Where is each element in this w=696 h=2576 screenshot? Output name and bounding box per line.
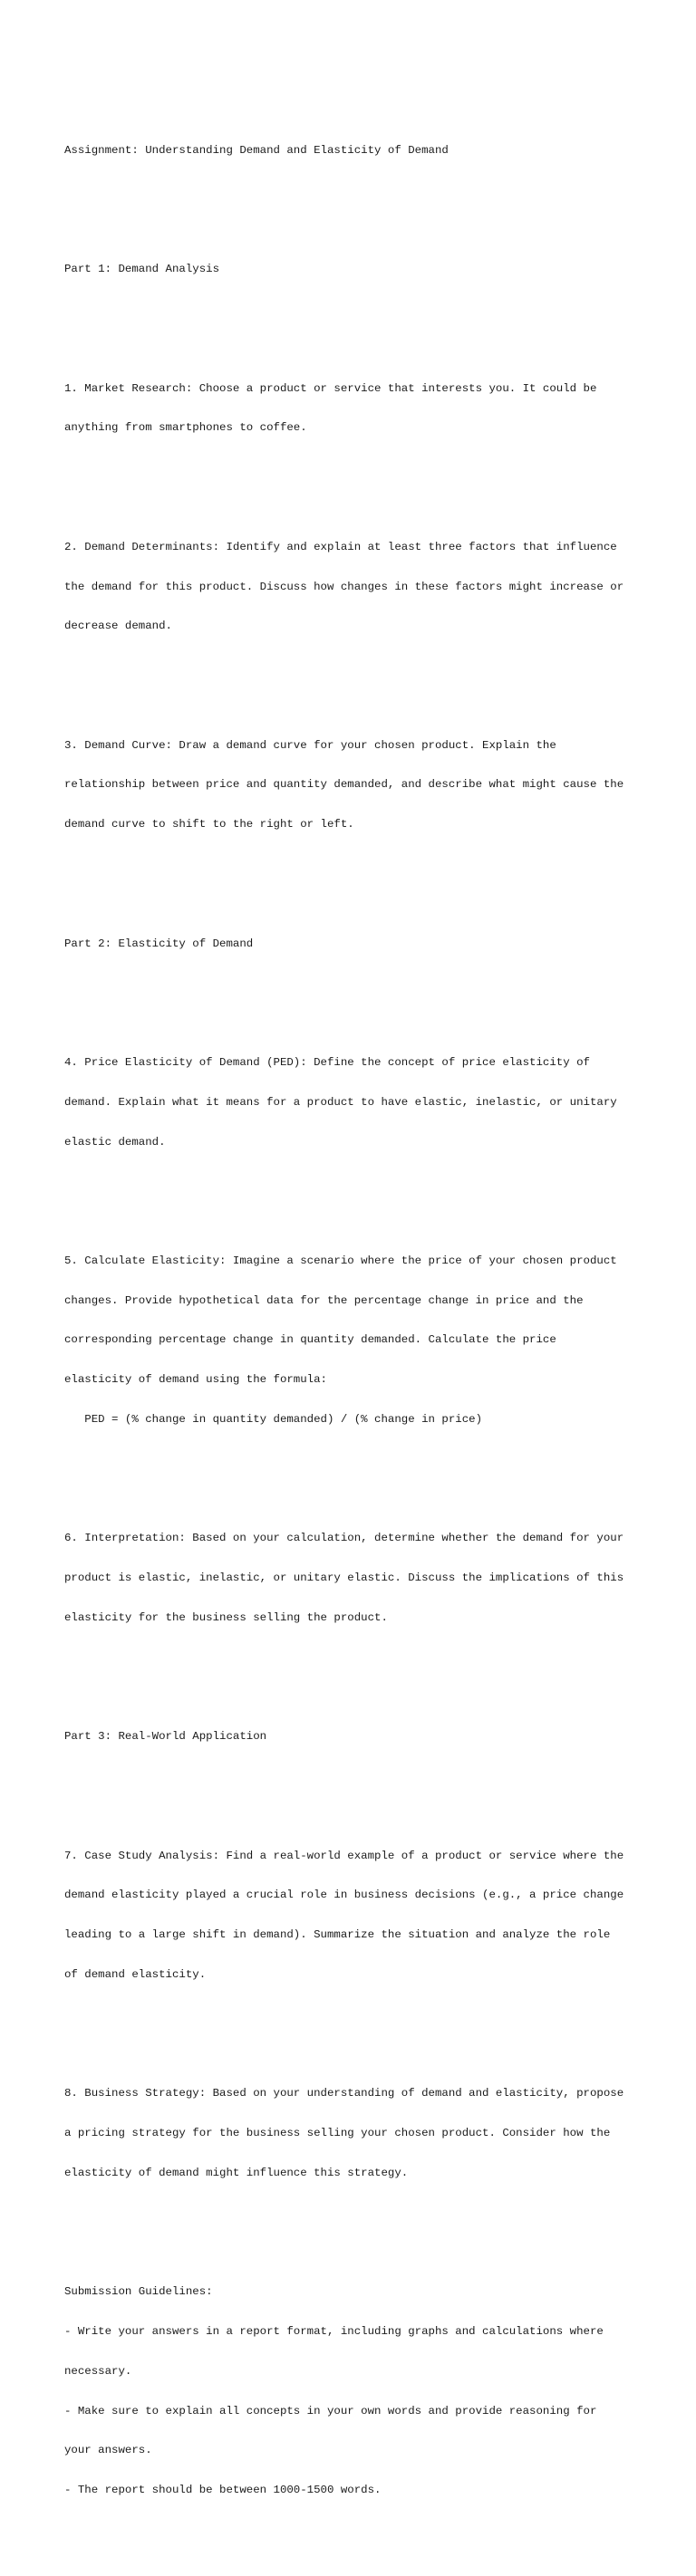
text-line: 7. Case Study Analysis: Find a real-world example of a product or service where the	[64, 1849, 624, 1862]
text-line: corresponding percentage change in quantity demanded. Calculate the price	[64, 1333, 556, 1347]
text-line: elastic demand.	[64, 1135, 166, 1149]
part3-heading	[64, 1704, 644, 1770]
title-line: Assignment: Understanding Demand and Elasticity of Demand	[64, 143, 449, 157]
text-line: 5. Calculate Elasticity: Imagine a scenario where the price of your chosen product	[64, 1254, 617, 1267]
guideline-line: necessary.	[64, 2364, 132, 2378]
text-line: demand. Explain what it means for a product to have elastic, inelastic, or unitary	[64, 1095, 617, 1109]
text-line: anything from smartphones to coffee.	[64, 421, 307, 435]
item-business-strategy	[64, 2061, 644, 2206]
text-line: a pricing strategy for the business selling your chosen product. Consider how the	[64, 2127, 611, 2140]
text-line: product is elastic, inelastic, or unitary elastic. Discuss the implications of this	[64, 1572, 624, 1585]
text-line: 2. Demand Determinants: Identify and explain at least three factors that influence	[64, 540, 617, 553]
assignment-title	[64, 118, 644, 184]
text-line: elasticity of demand using the formula:	[64, 1373, 327, 1387]
text-line: decrease demand.	[64, 620, 172, 633]
guideline-line: - Make sure to explain all concepts in your own words and provide reasoning for	[64, 2404, 597, 2417]
item-interpretation	[64, 1505, 644, 1651]
ped-formula: PED = (% change in quantity demanded) / (% change in price)	[64, 1412, 483, 1426]
text-line: 1. Market Research: Choose a product or service that interests you. It could be	[64, 381, 597, 395]
text-line: the demand for this product. Discuss how changes in these factors might increase or	[64, 580, 624, 593]
part2-heading	[64, 910, 644, 976]
heading-line: Part 3: Real-World Application	[64, 1730, 267, 1744]
guideline-line: your answers.	[64, 2444, 152, 2457]
item-market-research	[64, 355, 644, 461]
text-line: 3. Demand Curve: Draw a demand curve for your chosen product. Explain the	[64, 738, 556, 752]
text-line: leading to a large shift in demand). Summarize the situation and analyze the role	[64, 1928, 611, 1942]
submission-guidelines	[64, 2259, 644, 2523]
heading-line: Part 2: Elasticity of Demand	[64, 937, 254, 950]
text-line: demand curve to shift to the right or left.	[64, 818, 354, 831]
text-line: 6. Interpretation: Based on your calculation, determine whether the demand for your	[64, 1532, 624, 1545]
text-line: demand elasticity played a crucial role in business decisions (e.g., a price change	[64, 1889, 624, 1902]
text-line: elasticity for the business selling the product.	[64, 1610, 388, 1624]
text-line: of demand elasticity.	[64, 1967, 207, 1981]
item-price-elasticity	[64, 1030, 644, 1176]
part1-heading	[64, 236, 644, 303]
document-body	[64, 78, 644, 2576]
text-line: relationship between price and quantity demanded, and describe what might cause the	[64, 778, 624, 792]
guideline-line: - Write your answers in a report format, including graphs and calculations where	[64, 2324, 604, 2338]
item-calculate-elasticity	[64, 1228, 644, 1453]
guidelines-heading: Submission Guidelines:	[64, 2285, 213, 2299]
item-demand-determinants	[64, 514, 644, 660]
text-line: changes. Provide hypothetical data for the percentage change in price and the	[64, 1293, 584, 1307]
heading-line: Part 1: Demand Analysis	[64, 263, 220, 276]
text-line: elasticity of demand might influence this strategy.	[64, 2166, 409, 2179]
text-line: 4. Price Elasticity of Demand (PED): Define the concept of price elasticity of	[64, 1055, 590, 1069]
guideline-line: - The report should be between 1000-1500 words.	[64, 2484, 382, 2497]
item-case-study	[64, 1822, 644, 2007]
item-demand-curve	[64, 713, 644, 859]
text-line: 8. Business Strategy: Based on your understanding of demand and elasticity, propose	[64, 2087, 624, 2100]
